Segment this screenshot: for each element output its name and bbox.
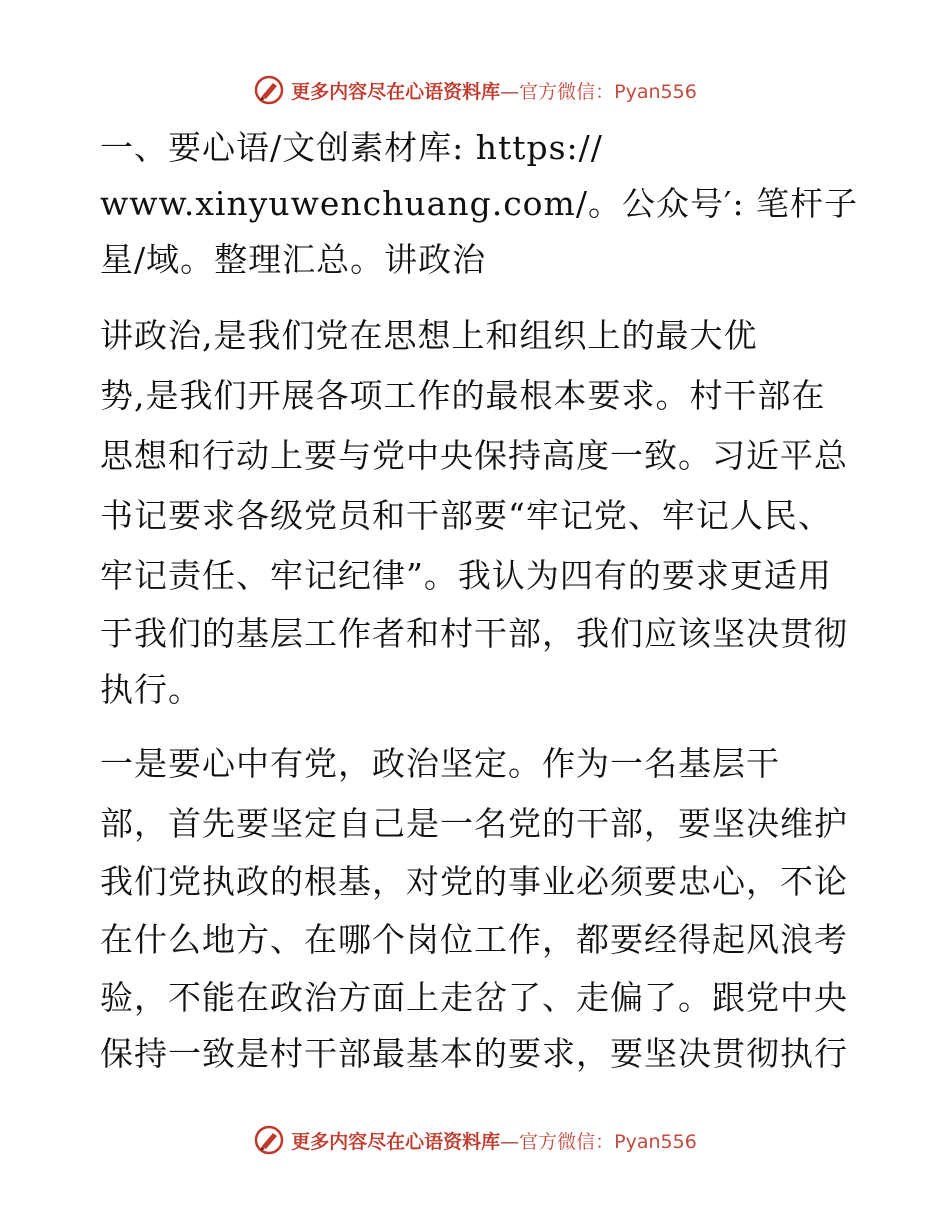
pen-logo-icon [253,1124,285,1156]
footer-banner-separator: — [500,1130,520,1153]
paragraph2-line-3: 我们党执政的根基，对党的事业必须要忠心，不论 [100,862,848,901]
header-banner-text [291,77,697,104]
header-banner-main: 更多内容尽在心语资料库 [291,80,501,103]
header-banner [0,70,950,110]
paragraph1-line-5: 牢记责任、牢记纪律”。我认为四有的要求更适用 [100,556,832,595]
footer-banner-text [291,1127,697,1154]
header-banner-separator: — [500,80,520,103]
paragraph1-line-1: 讲政治,是我们党在思想上和组织上的最大优 [100,316,758,355]
footer-banner-wechat: 官方微信：Pyan556 [519,1130,697,1153]
pen-logo-icon [253,74,285,106]
heading-line-2: www.xinyuwenchuang.com/。公众号′: 笔杆子 [100,184,859,223]
paragraph2-line-5: 验，不能在政治方面上走岔了、走偏了。跟党中央 [100,978,848,1017]
footer-banner [0,1120,950,1160]
paragraph1-line-2: 势,是我们开展各项工作的最根本要求。村干部在 [100,376,826,415]
paragraph2-line-2: 部，首先要坚定自己是一名党的干部，要坚决维护 [100,804,848,843]
paragraph2-line-4: 在什么地方、在哪个岗位工作，都要经得起风浪考 [100,920,848,959]
paragraph2-line-1: 一是要心中有党，政治坚定。作为一名基层干 [100,744,780,783]
paragraph1-line-6: 于我们的基层工作者和村干部，我们应该坚决贯彻 [100,614,848,653]
paragraph2-line-6: 保持一致是村干部最基本的要求，要坚决贯彻执行 [100,1034,848,1073]
paragraph1-line-3: 思想和行动上要与党中央保持高度一致。习近平总 [100,436,848,475]
heading-line-3: 星/域。整理汇总。讲政治 [100,240,487,279]
heading-line-1: 一、要心语/文创素材库: https:// [100,128,603,167]
paragraph1-line-7: 执行。 [100,670,202,709]
footer-banner-main: 更多内容尽在心语资料库 [291,1130,501,1153]
paragraph1-line-4: 书记要求各级党员和干部要“牢记党、牢记人民、 [100,496,832,535]
header-banner-wechat: 官方微信：Pyan556 [519,80,697,103]
